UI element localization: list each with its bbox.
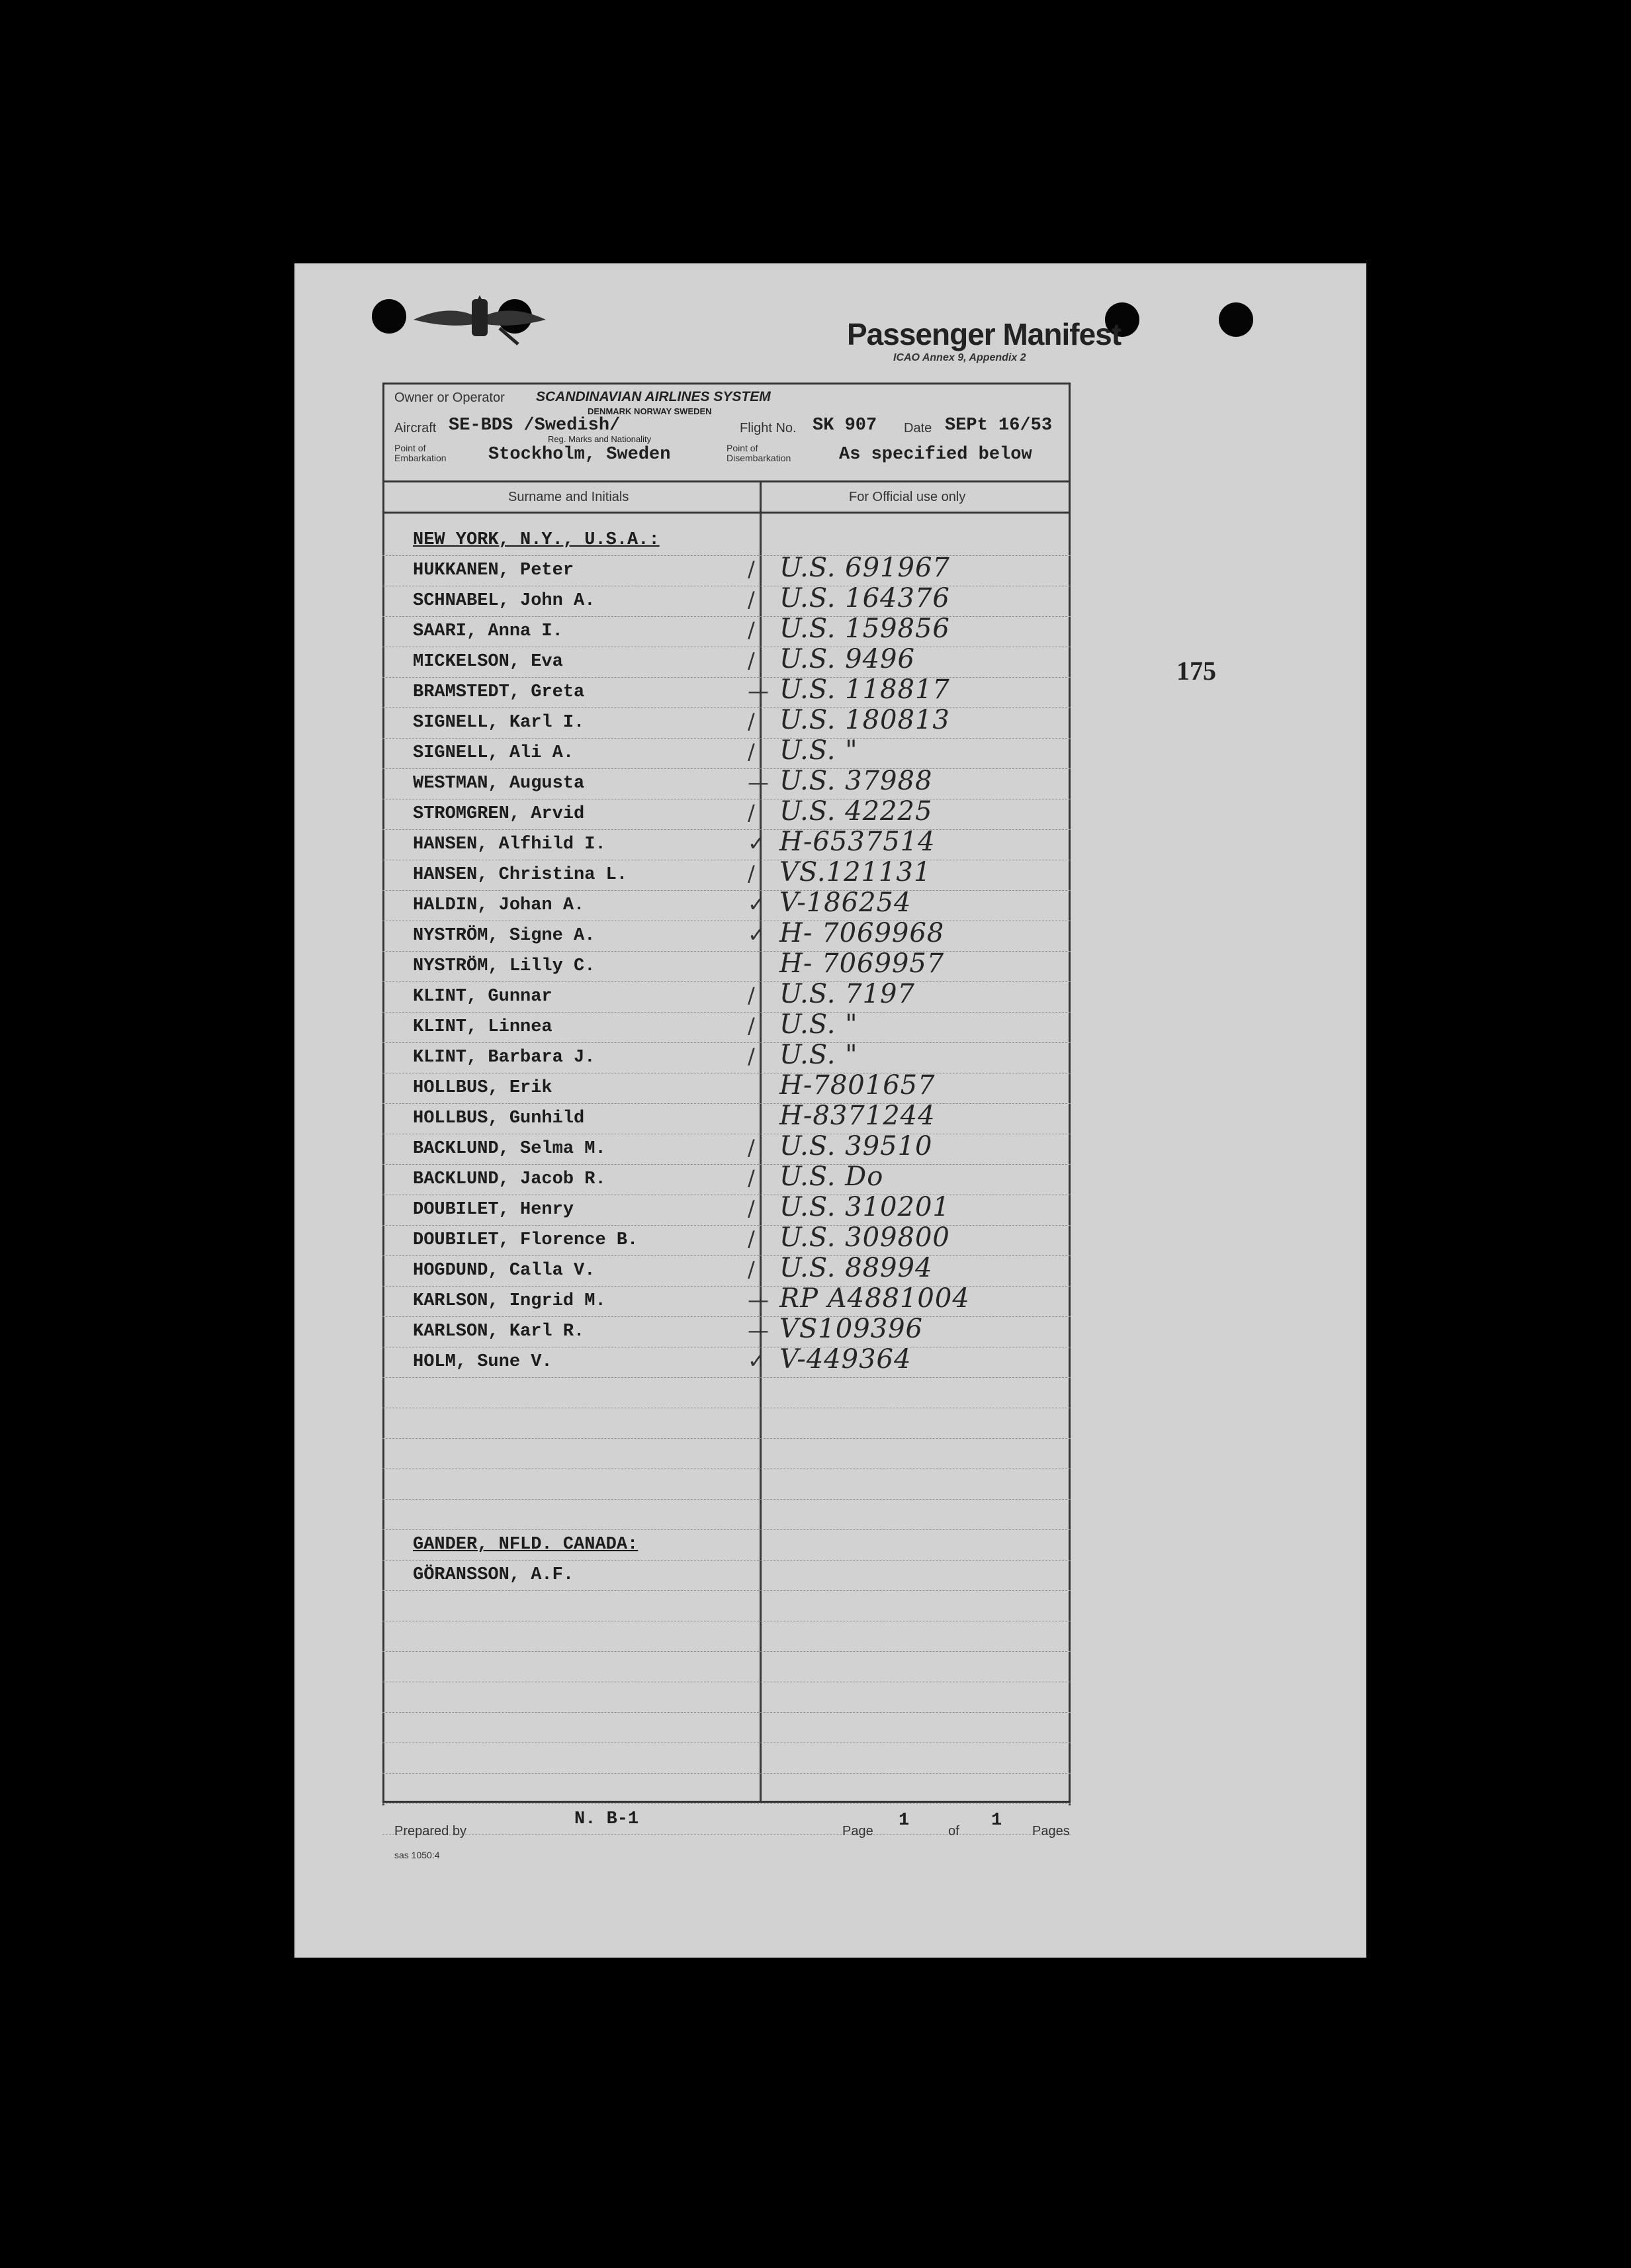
official-note: H-8371244 (779, 1101, 936, 1131)
passenger-row (382, 1621, 1071, 1652)
passenger-name: KLINT, Linnea (413, 1017, 552, 1037)
aircraft-sub: Reg. Marks and Nationality (548, 434, 652, 444)
check-mark: / (748, 1135, 755, 1160)
passenger-row (382, 1499, 1071, 1530)
prepared-by-label: Prepared by (394, 1824, 466, 1838)
passenger-name: BACKLUND, Selma M. (413, 1139, 606, 1159)
passenger-row (382, 1712, 1071, 1743)
passenger-row (382, 1009, 1071, 1043)
passenger-row (382, 555, 1071, 586)
official-note: H-6537514 (779, 827, 936, 857)
passenger-row (382, 1255, 1071, 1287)
owner-countries: DENMARK NORWAY SWEDEN (588, 406, 712, 416)
passenger-name: HANSEN, Christina L. (413, 865, 628, 885)
stamp-number: 175 (1176, 656, 1216, 686)
passenger-name: GÖRANSSON, A.F. (413, 1565, 574, 1585)
flight-label: Flight No. (740, 421, 797, 435)
passenger-name: NYSTRÖM, Signe A. (413, 926, 595, 946)
passenger-name: SCHNABEL, John A. (413, 591, 595, 611)
disembark-value: As specified below (839, 445, 1032, 465)
passenger-name: WESTMAN, Augusta (413, 774, 585, 794)
passenger-name: DOUBILET, Henry (413, 1200, 574, 1220)
official-note: U.S. 7197 (779, 979, 915, 1009)
official-note: U.S. 37988 (779, 766, 933, 796)
passenger-row (382, 735, 1071, 769)
passenger-name: DOUBILET, Florence B. (413, 1230, 639, 1250)
official-note: U.S. 9496 (779, 644, 915, 674)
check-mark: — (748, 1318, 769, 1343)
official-note: U.S. " (779, 735, 858, 766)
official-note: U.S. 39510 (779, 1131, 933, 1161)
document-title: Passenger Manifest (847, 317, 1122, 351)
passenger-row (382, 1560, 1071, 1591)
passenger-name: KLINT, Gunnar (413, 987, 552, 1007)
passenger-row (382, 1682, 1071, 1713)
check-mark: ✓ (748, 1348, 766, 1373)
check-mark: ✓ (748, 891, 766, 917)
owner-value: SCANDINAVIAN AIRLINES SYSTEM (536, 389, 771, 404)
passenger-row (382, 1283, 1071, 1317)
manifest-form (382, 383, 1071, 1860)
flight-value: SK 907 (813, 416, 877, 435)
official-note: U.S. 159856 (779, 613, 950, 644)
section-heading-row (382, 1529, 1071, 1561)
owner-label: Owner or Operator (394, 390, 505, 405)
section-heading-row (382, 525, 1071, 556)
passenger-row (382, 1192, 1071, 1226)
check-mark: / (748, 557, 755, 582)
punch-hole (1219, 302, 1253, 337)
passenger-row (382, 1131, 1071, 1165)
check-mark: / (748, 648, 755, 673)
passenger-name: BRAMSTEDT, Greta (413, 682, 585, 702)
official-note: U.S. 88994 (779, 1253, 933, 1283)
passenger-row (382, 583, 1071, 617)
check-mark: ✓ (748, 922, 766, 947)
passenger-row (382, 918, 1071, 952)
check-mark: / (748, 983, 755, 1008)
check-mark: — (748, 678, 769, 703)
check-mark: / (748, 800, 755, 825)
passenger-row (382, 829, 1071, 860)
official-note: U.S. 691967 (779, 553, 950, 583)
official-note: U.S. 42225 (779, 796, 933, 827)
airline-wings-logo (407, 290, 552, 349)
passenger-row (382, 1377, 1071, 1408)
punch-hole (372, 299, 406, 334)
official-note: U.S. 118817 (779, 674, 950, 705)
check-mark: / (748, 587, 755, 612)
check-mark: / (748, 1013, 755, 1038)
total-pages-value: 1 (991, 1811, 1002, 1831)
passenger-name: HANSEN, Alfhild I. (413, 835, 606, 854)
check-mark: / (748, 1257, 755, 1282)
passenger-row (382, 796, 1071, 830)
passenger-row (382, 887, 1071, 921)
destination-heading: NEW YORK, N.Y., U.S.A.: (413, 530, 660, 550)
official-note: H-7801657 (779, 1070, 936, 1101)
passenger-row (382, 1469, 1071, 1500)
official-note: U.S. Do (779, 1161, 884, 1192)
passenger-row (382, 1438, 1071, 1469)
check-mark: / (748, 1044, 755, 1069)
check-mark: ✓ (748, 831, 766, 856)
check-mark: / (748, 1165, 755, 1191)
passenger-name: HUKKANEN, Peter (413, 561, 574, 580)
official-note: U.S. 310201 (779, 1192, 950, 1222)
passenger-row (382, 857, 1071, 891)
passenger-name: KLINT, Barbara J. (413, 1048, 595, 1067)
official-note: H- 7069968 (779, 918, 945, 948)
passenger-name: SIGNELL, Ali A. (413, 743, 574, 763)
official-note: U.S. 180813 (779, 705, 950, 735)
passenger-name: HOLLBUS, Gunhild (413, 1109, 585, 1128)
official-note: U.S. " (779, 1040, 858, 1070)
check-mark: / (748, 861, 755, 886)
document-subtitle: ICAO Annex 9, Appendix 2 (893, 352, 1026, 363)
passenger-name: SIGNELL, Karl I. (413, 713, 585, 733)
check-mark: / (748, 617, 755, 643)
passenger-name: HOLM, Sune V. (413, 1352, 552, 1372)
passenger-row (382, 1344, 1071, 1378)
disembark-label: Point of Disembarkation (727, 443, 791, 463)
passenger-name: SAARI, Anna I. (413, 621, 563, 641)
passenger-row (382, 707, 1071, 739)
date-label: Date (904, 421, 932, 435)
form-code: sas 1050:4 (394, 1850, 440, 1860)
passenger-row (382, 613, 1071, 647)
official-note: VS.121131 (779, 857, 932, 887)
passenger-row (382, 1103, 1071, 1134)
passenger-row (382, 1070, 1071, 1104)
surname-column-header: Surname and Initials (508, 490, 629, 504)
passenger-name: HOLLBUS, Erik (413, 1078, 552, 1098)
passenger-row (382, 1161, 1071, 1195)
passenger-name: BACKLUND, Jacob R. (413, 1169, 606, 1189)
passenger-name: MICKELSON, Eva (413, 652, 563, 672)
passenger-row (382, 948, 1071, 982)
passenger-row (382, 1651, 1071, 1682)
check-mark: — (748, 770, 769, 795)
passenger-name: KARLSON, Karl R. (413, 1322, 585, 1341)
embark-label: Point of Embarkation (394, 443, 447, 463)
passenger-name: HOGDUND, Calla V. (413, 1261, 595, 1281)
passenger-name: KARLSON, Ingrid M. (413, 1291, 606, 1311)
passenger-row (382, 1590, 1071, 1621)
official-note: U.S. " (779, 1009, 858, 1040)
check-mark: — (748, 1287, 769, 1312)
passenger-row (382, 1042, 1071, 1073)
official-note: V-449364 (779, 1344, 912, 1375)
passenger-row (382, 981, 1071, 1013)
form-top-rule (382, 383, 1071, 385)
official-note: V-186254 (779, 887, 912, 918)
passenger-row (382, 1316, 1071, 1347)
passenger-row (382, 1773, 1071, 1804)
of-label: of (948, 1824, 959, 1838)
column-header-rule (382, 512, 1071, 514)
check-mark: / (748, 1226, 755, 1251)
check-mark: / (748, 1196, 755, 1221)
passenger-row (382, 1743, 1071, 1774)
page-label: Page (842, 1824, 873, 1838)
check-mark: / (748, 739, 755, 764)
passenger-row (382, 1408, 1071, 1439)
aircraft-value: SE-BDS /Swedish/ (449, 416, 621, 435)
check-mark: / (748, 709, 755, 734)
pages-label: Pages (1032, 1824, 1070, 1838)
date-value: SEPt 16/53 (945, 416, 1053, 435)
passenger-name: NYSTRÖM, Lilly C. (413, 956, 595, 976)
passenger-row (382, 1222, 1071, 1256)
passenger-row (382, 644, 1071, 678)
official-note: VS109396 (779, 1314, 923, 1344)
passenger-row (382, 674, 1071, 708)
page-value: 1 (899, 1811, 910, 1831)
official-use-column-header: For Official use only (849, 490, 966, 504)
destination-heading: GANDER, NFLD. CANADA: (413, 1535, 639, 1555)
passenger-row (382, 1803, 1071, 1835)
official-note: RP A4881004 (779, 1283, 970, 1314)
passenger-name: STROMGREN, Arvid (413, 804, 585, 824)
passenger-row (382, 768, 1071, 799)
aircraft-label: Aircraft (394, 421, 437, 435)
footer-rule (382, 1801, 1071, 1803)
passenger-name: HALDIN, Johan A. (413, 895, 585, 915)
official-note: U.S. 309800 (779, 1222, 950, 1253)
embark-value: Stockholm, Sweden (488, 445, 671, 465)
prepared-by-value: N. B-1 (574, 1809, 639, 1829)
header-rule (382, 480, 1071, 482)
official-note: U.S. 164376 (779, 583, 950, 613)
official-note: H- 7069957 (779, 948, 945, 979)
